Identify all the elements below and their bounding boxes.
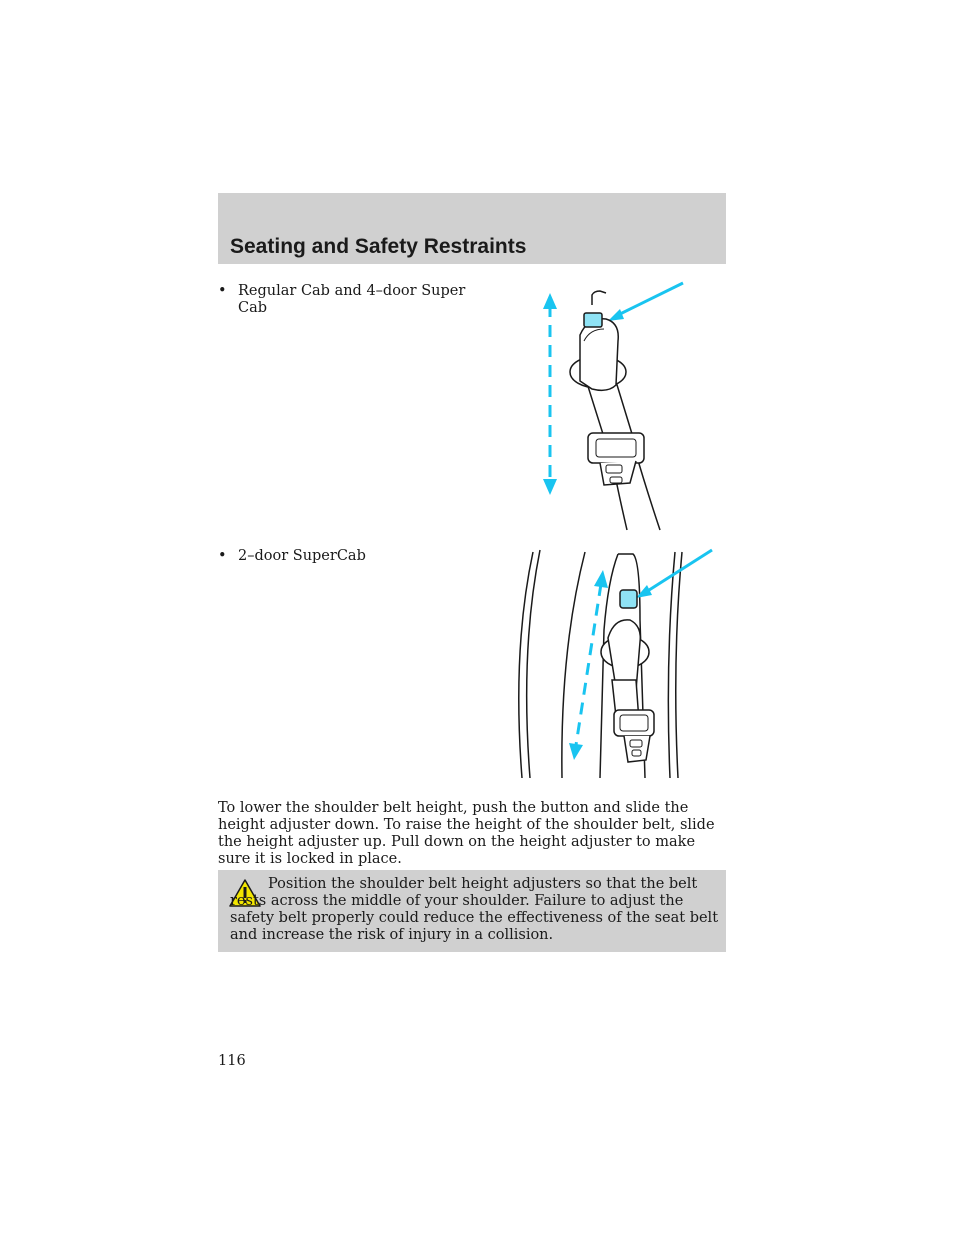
page-number: 116 xyxy=(218,1053,246,1069)
bullet-text: Regular Cab and 4–door Super Cab xyxy=(238,283,466,316)
height-adjuster-button-icon xyxy=(620,590,637,608)
shoulder-belt-adjuster-illustration-regular-cab xyxy=(520,275,720,535)
instruction-paragraph: To lower the shoulder belt height, push the button and slide the height adjuster down. To raise the height of the shoulder belt, slide the height adjuster up. Pull down on the height adjuster to make sure it is locked in place. xyxy=(218,800,715,867)
pointer-arrow-icon xyxy=(608,283,683,321)
warning-box xyxy=(218,870,726,952)
bullet-symbol: • xyxy=(218,283,227,299)
up-down-arrow-icon xyxy=(543,293,557,495)
warning-text: Position the shoulder belt height adjusters so that the belt rests across the middle of your shoulder. Failure to adjust the safety belt properly could reduce the effectiveness of the seat belt and increase the risk of injury in a collision. xyxy=(230,876,719,943)
bullet-item-regular-cab xyxy=(218,283,478,317)
section-title: Seating and Safety Restraints xyxy=(230,235,527,258)
bullet-item-2-door-supercab xyxy=(218,548,478,565)
height-adjuster-button-icon xyxy=(584,313,602,327)
shoulder-belt-adjuster-illustration-2-door-supercab xyxy=(500,540,725,780)
bullet-symbol: • xyxy=(218,548,227,564)
bullet-text: 2–door SuperCab xyxy=(238,548,366,564)
section-header-band xyxy=(218,193,726,264)
